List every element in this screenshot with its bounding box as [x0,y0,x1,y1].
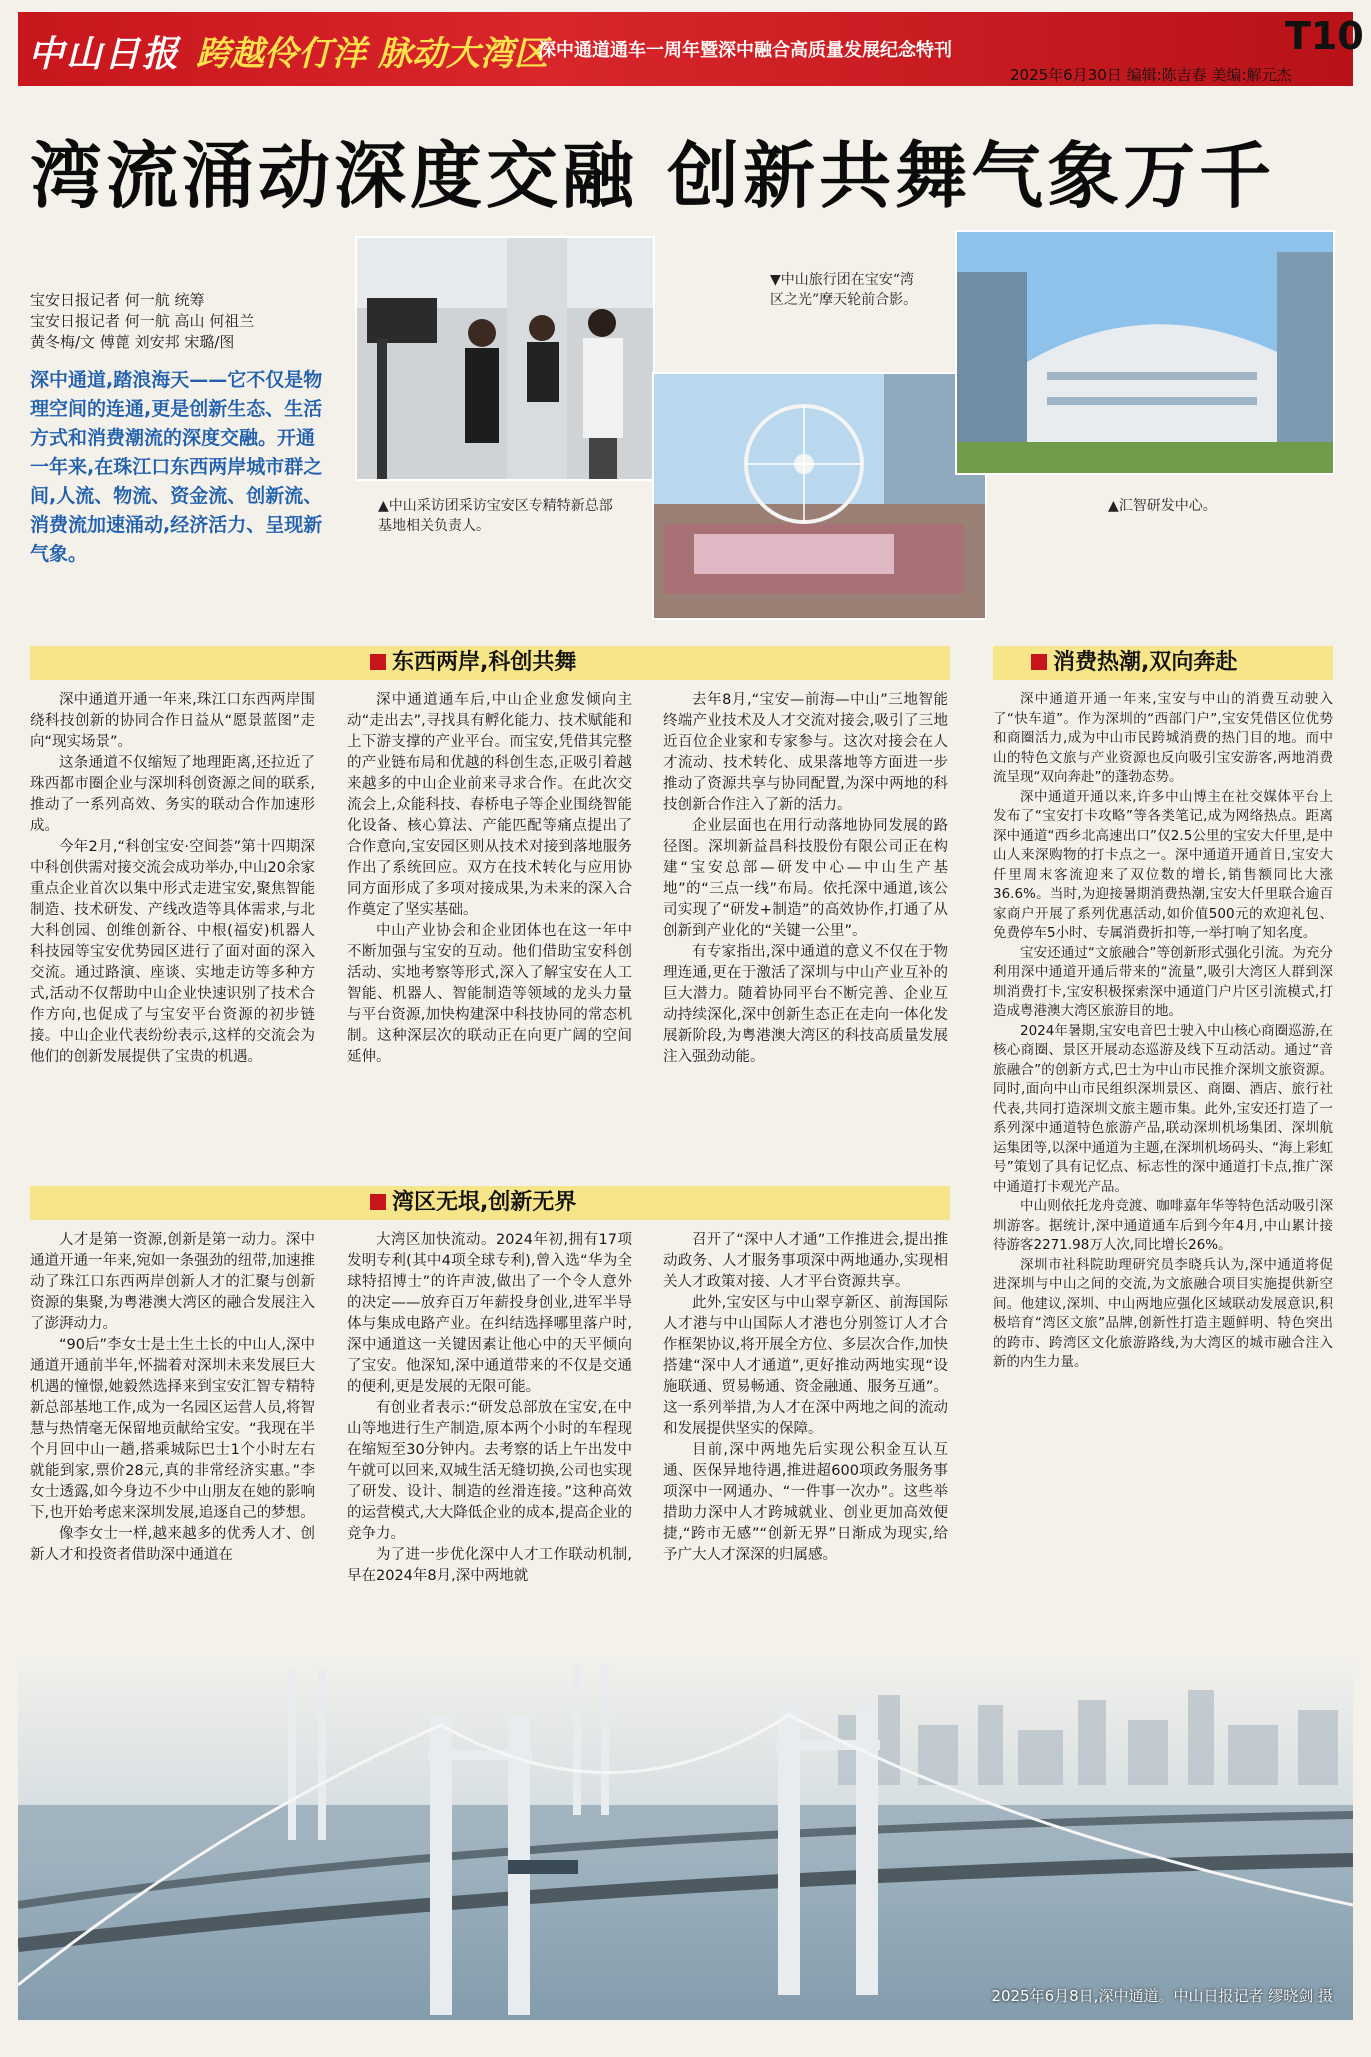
section-head-talent [30,1186,950,1220]
page-number: T10 [1285,14,1364,58]
photo-rd-center-image [957,232,1335,475]
paragraph: 有专家指出,深中通道的意义不仅在于物理连通,更在于激活了深圳与中山产业互补的巨大潜力。随着协同平台不断完善、企业互动持续深化,深中创新生态正在走向一体化发展新阶段,为粤港澳大湾区的科技高质量发展注入强劲动能。 [663,944,948,1065]
article-s1-col2 [347,690,632,1068]
special-issue-title: 深中通道通车一周年暨深中融合高质量发展纪念特刊 [538,40,952,61]
paragraph: 大湾区加快流动。2024年初,拥有17项发明专利(其中4项全球专利),曾入选“华为全球特招博士”的许声波,做出了一个令人意外的决定——放弃百万年薪投身创业,进军半导体与集成电路产业。在纠结选择哪里落户时,深中通道这一关键因素让他心中的天平倾向了宝安。他深知,深中通道带来的不仅是交通的便利,更是发展的无限可能。 [347,1232,632,1395]
article-s1-col1 [30,690,315,1068]
masthead-logo: 中山日报 [28,33,181,75]
paragraph: “90后”李女士是土生土长的中山人,深中通道开通前半年,怀揣着对深圳未来发展巨大机遇的憧憬,她毅然选择来到宝安汇智专精特新总部基地工作,成为一名园区运营人员,将智慧与热情毫无保留地贡献给宝安。“我现在半个月回中山一趟,搭乘城际巴士1个小时左右就能到家,票价28元,真的非常经济实惠。”李女士透露,如今身边不少中山朋友在她的影响下,也开始考虑来深圳发展,追逐自己的梦想。 [30,1337,315,1521]
article-s2-col3 [663,1230,948,1566]
paragraph: 人才是第一资源,创新是第一动力。深中通道开通一年来,宛如一条强劲的纽带,加速推动了珠江口东西两岸创新人才的汇聚与创新资源的集聚,为粤港澳大湾区的融合发展注入了澎湃动力。 [30,1232,315,1332]
paragraph: 企业层面也在用行动落地协同发展的路径图。深圳新益昌科技股份有限公司正在构建“宝安总部—研发中心—中山生产基地”的“三点一线”布局。依托深中通道,该公司实现了“研发+制造”的高效协作,打通了从创新到产业化的“关键一公里”。 [663,818,948,939]
article-s2-col1 [30,1230,315,1566]
paragraph: 深中通道开通一年来,宝安与中山的消费互动驶入了“快车道”。作为深圳的“西部门户”,宝安凭借区位优势和商圈活力,成为中山市民跨城消费的热门目的地。而中山的特色文旅与产业资源也反向吸引宝安游客,两地消费流呈现“双向奔赴”的蓬勃态势。 [993,691,1333,785]
photo-rd-center [955,230,1335,475]
photo-ferris-image [654,374,987,620]
paragraph: 宝安还通过“文旅融合”等创新形式强化引流。为充分利用深中通道开通后带来的“流量”,吸引大湾区人群到深圳消费打卡,宝安积极探索深中通道门户片区引流模式,打造成粤港澳大湾区旅游目的地。 [993,944,1333,1019]
dateline: 2025年6月30日 编辑:陈吉春 美编:解元杰 [1010,66,1292,84]
paragraph: 中山产业协会和企业团体也在这一年中不断加强与宝安的互动。他们借助宝安科创活动、实地考察等形式,深入了解宝安在人工智能、机器人、智能制造等领域的龙头力量与平台资源,加快构建深中科技协同的常态机制。这种深层次的联动正在向更广阔的空间延伸。 [347,923,632,1065]
paragraph: 今年2月,“科创宝安·空间荟”第十四期深中科创供需对接交流会成功举办,中山20余家重点企业首次以集中形式走进宝安,聚焦智能制造、技术研发、产线改造等具体需求,与北大科创园、创维创新谷、中根(福安)机器人科技园等宝安优势园区进行了面对面的深入交流。通过路演、座谈、实地走访等多种方式,活动不仅帮助中山企业快速识别了技术合作方向,也促成了与宝安平台资源的初步链接。中山企业代表纷纷表示,这样的交流会为他们的创新发展提供了宝贵的机遇。 [30,839,315,1065]
caption-bridge: 2025年6月8日,深中通道。中山日报记者 缪晓剑 摄 [991,1987,1333,2005]
caption-ferris: ▼中山旅行团在宝安“湾区之光”摩天轮前合影。 [770,272,918,308]
section-marker [370,654,386,670]
section-title: 消费热潮,双向奔赴 [1053,650,1238,675]
paragraph: 深圳市社科院助理研究员李晓兵认为,深中通道将促进深圳与中山之间的交流,为文旅融合项目实施提供新空间。他建议,深圳、中山两地应强化区域联动发展意识,积极培育“湾区文旅”品牌,创新性打造主题鲜明、特色突出的跨市、跨湾区文化旅游路线,为大湾区的城市融合注入新的内生力量。 [993,1256,1333,1370]
lede-paragraph: 深中通道,踏浪海天——它不仅是物理空间的连通,更是创新生态、生活方式和消费潮流的深度交融。开通一年来,在珠江口东西两岸城市群之间,人流、物流、资金流、创新流、消费流加速涌动,经济活力、呈现新气象。 [30,369,323,565]
paragraph: 为了进一步优化深中人才工作联动机制,早在2024年8月,深中两地就 [347,1547,632,1584]
photo-ferris-group [652,372,987,620]
paragraph: 这条通道不仅缩短了地理距离,还拉近了珠西都市圈企业与深圳科创资源之间的联系,推动了一系列高效、务实的联动合作加速形成。 [30,755,315,834]
section-marker [1031,654,1047,670]
byline [30,290,254,353]
article-s1-col3 [663,690,948,1068]
section-marker [370,1194,386,1210]
caption-rd-center: ▲汇智研发中心。 [1108,498,1217,514]
section-head-tech [30,646,950,680]
paragraph: 深中通道开通一年来,珠江口东西两岸围绕科技创新的协同合作日益从“愿景蓝图”走向“现实场景”。 [30,692,315,750]
article-s2-col2 [347,1230,632,1587]
byline-line: 宝安日报记者 何一航 高山 何祖兰 [30,312,255,330]
byline-line: 黄冬梅/文 傅蓖 刘安邦 宋璐/图 [30,333,235,351]
caption-interview: ▲中山采访团采访宝安区专精特新总部基地相关负责人。 [378,498,613,534]
paragraph: 深中通道开通以来,许多中山博主在社交媒体平台上发布了“宝安打卡攻略”等各类笔记,成为网络热点。距离深中通道“西乡北高速出口”仅2.5公里的宝安大仟里,是中山人来深购物的打卡点之一。深中通道开通首日,宝安大仟里周末客流迎来了双位数的增长,销售额同比大涨36.6%。当时,为迎接暑期消费热潮,宝安大仟里联合逾百家商户开展了系列优惠活动,如价值500元的欢迎礼包、免费停车5小时、专属消费折扣等,一举打响了知名度。 [993,788,1333,941]
paragraph: 2024年暑期,宝安电音巴士驶入中山核心商圈巡游,在核心商圈、景区开展动态巡游及线下互动活动。通过“音旅融合”的创新方式,巴士为中山市民推介深圳文旅资源。同时,面向中山市民组织深圳景区、商圈、酒店、旅行社代表,共同打造深圳文旅主题市集。此外,宝安还打造了一系列深中通道特色旅游产品,联动深圳机场集团、深圳航运集团等,以深中通道为主题,在深圳机场码头、“海上彩虹号”策划了具有记忆点、标志性的深中通道打卡点,推广深中通道打卡观光产品。 [993,1022,1333,1195]
paragraph: 召开了“深中人才通”工作推进会,提出推动政务、人才服务事项深中两地通办,实现相关人才政策对接、人才平台资源共享。 [663,1232,948,1290]
photo-bridge [18,1655,1353,2020]
byline-line: 宝安日报记者 何一航 统筹 [30,291,205,309]
paragraph: 像李女士一样,越来越多的优秀人才、创新人才和投资者借助深中通道在 [30,1526,315,1563]
banner-slogan: 跨越伶仃洋 脉动大湾区 [196,34,548,74]
section-title: 东西两岸,科创共舞 [392,650,577,675]
photo-bridge-image [18,1655,1353,2020]
photo-interview [355,236,655,481]
paragraph: 中山则依托龙舟竞渡、咖啡嘉年华等特色活动吸引深圳游客。据统计,深中通道通车后到今年4月,中山累计接待游客2271.98万人次,同比增长26%。 [993,1198,1333,1253]
section-head-consumption [993,646,1333,680]
paragraph: 目前,深中两地先后实现公积金互认互通、医保异地待遇,推进超600项政务服务事项深中一网通办、“一件事一次办”。这些举措助力深中人才跨城就业、创业更加高效便捷,“跨市无感”“创新无界”日渐成为现实,给予广大人才深深的归属感。 [663,1442,948,1563]
paragraph: 此外,宝安区与中山翠亨新区、前海国际人才港与中山国际人才港也分别签订人才合作框架协议,将开展全方位、多层次合作,加快搭建“深中人才通道”,更好推动两地实现“设施联通、贸易畅通、资金融通、服务互通”。这一系列举措,为人才在深中两地之间的流动和发展提供坚实的保障。 [663,1295,948,1437]
paragraph: 深中通道通车后,中山企业愈发倾向主动“走出去”,寻找具有孵化能力、技术赋能和上下游支撑的产业平台。而宝安,凭借其完整的产业链布局和优越的科创生态,正吸引着越来越多的中山企业前来寻求合作。在此次交流会上,众能科技、春桥电子等企业围绕智能化设备、核心算法、产能匹配等痛点提出了合作意向,宝安园区则从技术对接到落地服务作出了系统回应。双方在技术转化与应用协同方面形成了多项对接成果,为未来的深入合作奠定了坚实基础。 [347,692,632,918]
photo-interview-image [357,238,655,481]
section-title: 湾区无垠,创新无界 [392,1190,577,1215]
paragraph: 有创业者表示:“研发总部放在宝安,在中山等地进行生产制造,原本两个小时的车程现在缩短至30分钟内。去考察的话上午出发中午就可以回来,双城生活无缝切换,公司也实现了研发、设计、制造的丝滑连接。”这种高效的运营模式,大大降低企业的成本,提高企业的竞争力。 [347,1400,632,1542]
article-s3 [993,690,1333,1373]
paragraph: 去年8月,“宝安—前海—中山”三地智能终端产业技术及人才交流对接会,吸引了三地近百位企业家和专家参与。这次对接会在人才流动、技术转化、成果落地等方面进一步推动了资源共享与协同配置,为深中两地的科技创新合作注入了新的活力。 [663,692,948,813]
page-headline: 湾流涌动深度交融 创新共舞气象万千 [30,133,1276,218]
